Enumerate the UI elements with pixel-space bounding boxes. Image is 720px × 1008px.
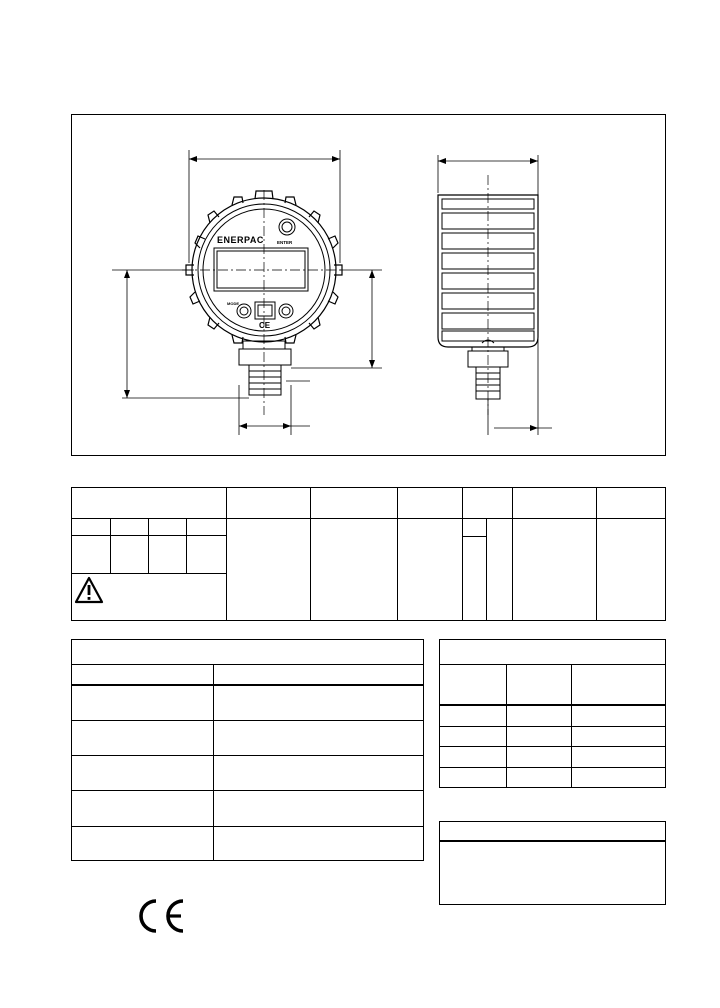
front-ce-mark: CE (259, 321, 271, 330)
table-rule (72, 720, 423, 721)
ce-mark-icon (136, 896, 188, 936)
table-rule (72, 664, 423, 665)
table-column-divider (596, 488, 597, 620)
table-rule (440, 664, 665, 665)
units-table (439, 639, 666, 788)
brand-logo-text: ENERPAC (217, 235, 264, 245)
table-header-rule (440, 704, 665, 706)
table-column-divider (310, 488, 311, 620)
enter-label: ENTER (277, 240, 293, 245)
table-rule (72, 826, 423, 827)
table-column-divider (397, 488, 398, 620)
table-column-divider (506, 664, 507, 788)
table-rule (440, 767, 665, 768)
specification-table (71, 487, 666, 621)
table-rule (72, 755, 423, 756)
options-table (71, 639, 424, 861)
spec-subgrid (72, 518, 226, 621)
dimension-drawing-frame (71, 114, 666, 456)
note-header-rule (440, 840, 665, 842)
mode-label: MODE (227, 301, 239, 306)
note-box (439, 821, 666, 905)
table-column-divider (571, 664, 572, 788)
spec-subgrid-narrow (462, 518, 512, 621)
table-rule (440, 726, 665, 727)
table-rule (440, 746, 665, 747)
table-column-divider (512, 488, 513, 620)
gauge-dimension-drawing (72, 115, 667, 457)
table-header-rule (72, 684, 423, 686)
warning-triangle-icon (74, 576, 104, 604)
table-column-divider (226, 488, 227, 620)
table-column-divider (213, 664, 214, 861)
table-rule (72, 790, 423, 791)
